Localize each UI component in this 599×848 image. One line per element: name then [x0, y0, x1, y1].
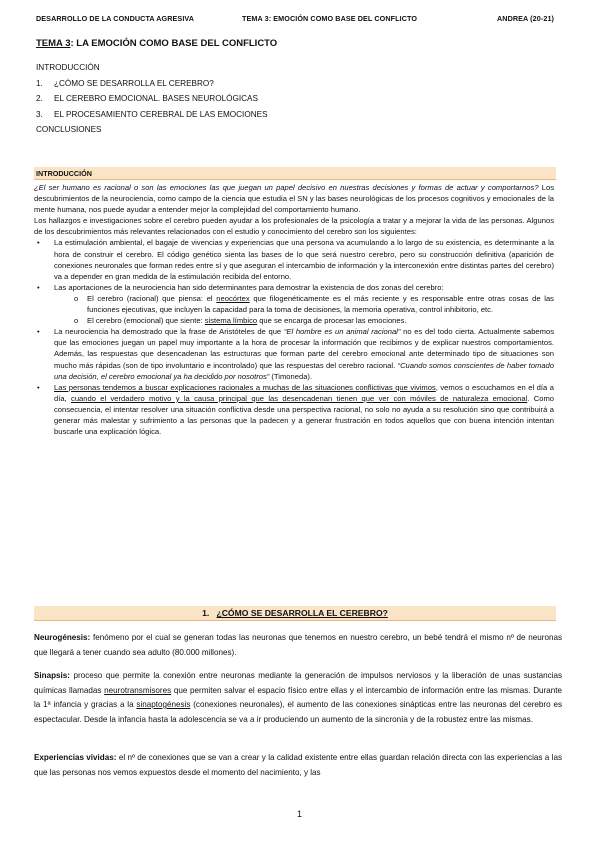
intro-heading: INTRODUCCIÓN [34, 167, 556, 180]
toc-item-number: 3. [36, 109, 43, 119]
toc-item-label: EL CEREBRO EMOCIONAL. BASES NEUROLÓGICAS [54, 94, 258, 104]
bullet-item [34, 282, 554, 293]
aristotle-quote: “El hombre es un animal racional” [283, 327, 401, 337]
synapse-paragraph [34, 669, 562, 727]
limbic-system-term: sistema límbico [204, 316, 258, 326]
neurogenesis-paragraph [34, 631, 562, 660]
experiences-term: Experiencias vividas: [34, 753, 117, 762]
intro-question: ¿El ser humano es racional o son las emociones las que juegan un papel decisivo en nuestras decisiones y formas de actuar y comportarnos? [34, 183, 539, 192]
page-number: 1 [296, 809, 302, 819]
sub-bullet-text: El cerebro (racional) que piensa: el [87, 293, 217, 303]
underlined-text: Las personas tendemos a buscar explicaciones racionales a muchas de las situaciones conflictivas que vivimos [54, 382, 436, 392]
sub-bullet-text: que se encarga de procesar las emociones. [257, 316, 407, 326]
bullet-icon: • [37, 327, 40, 337]
timoneda-quote: “Cuando somos conscientes de haber tomado una decisión, el cerebro emocional ya ha decidido por nosotros” [54, 360, 554, 381]
toc-item [36, 107, 268, 123]
neurogenesis-term: Neurogénesis: [34, 633, 91, 642]
experiences-paragraph [34, 751, 562, 780]
paragraph-text: proceso que permite la conexión entre neuronas mediante la generación de impulsos nerviosos y la liberación de unas sustancias químicas llamadas [34, 671, 562, 695]
toc-item [36, 76, 268, 92]
intro-p1-text: Los descubrimientos de la neurociencia, como campo de la ciencia que estudia el SN y las bases neurológicas de los procesos cognitivos y emocionales de la mente humana, nos puede ayudar a entender mejor la complejidad del comportamiento humano. [34, 183, 555, 215]
underlined-text: cuando el verdadero motivo y la causa principal que las desencadenan tienen que ver con móviles de naturaleza emocional [71, 393, 528, 403]
bullet-item [34, 237, 554, 281]
section-1-heading [34, 606, 556, 621]
toc-intro: INTRODUCCIÓN [36, 63, 100, 72]
bullet-icon: • [37, 238, 40, 248]
intro-body [34, 182, 554, 437]
bullet-text: , vemos o escuchamos en el día a día, [54, 382, 554, 403]
bullet-item [34, 326, 554, 381]
synapse-term: Sinapsis: [34, 671, 70, 680]
header-left: DESARROLLO DE LA CONDUCTA AGRESIVA [36, 14, 195, 23]
bullet-text: La neurociencia ha demostrado que la frase de Aristóteles de que [54, 327, 284, 337]
bullet-text: La estimulación ambiental, el bagaje de vivencias y experiencias que una persona va acumulando a lo largo de su existencia, es determinante a la hora de construir el cerebro. El código genético sienta las bases de lo que será nuestro cerebro, pero su construcción definitiva (aparición de conexiones neuronales que forman redes entre sí y que aseguran el intercambio de información y la interconexión entre distintas partes del cerebro) va a depender en gran medida de la estimulación recibida del entorno. [54, 238, 554, 281]
header-center: TEMA 3: EMOCIÓN COMO BASE DEL CONFLICTO [242, 14, 418, 23]
sub-bullet-item [34, 315, 554, 326]
toc-item-number: 2. [36, 94, 43, 104]
toc-conclusions: CONCLUSIONES [36, 125, 102, 135]
toc-item [36, 91, 268, 107]
bullet-item [34, 382, 554, 437]
bullet-text: no es del todo cierta. Actualmente sabemos que las emociones juegan un papel muy importante a la hora de procesar la información que recibimos y de explicar nuestros comportamientos. Además, las respuestas que desencadenan las estructuras que forman parte del cerebro emocional ante determinado tipo de situaciones son mucho más rápidas (son de tipo involuntario e incontrolado) que las respuestas del cerebro racional. [54, 327, 554, 370]
title-rest: : LA EMOCIÓN COMO BASE DEL CONFLICTO [70, 38, 278, 49]
section-number: 1. [202, 608, 210, 618]
neurotransmitters-term: neurotransmisores [104, 685, 172, 695]
section-title: ¿CÓMO SE DESARROLLA EL CEREBRO? [216, 608, 388, 618]
table-of-contents [36, 60, 268, 138]
intro-paragraph-2: Los hallazgos e investigaciones sobre el cerebro pueden ayudar a los profesionales de la psicología a tratar y a mejorar la vida de las personas. Algunos de los descubrimientos más relevantes relacionados con el estudio y conocimiento del cerebro son los siguientes: [34, 216, 554, 237]
circle-bullet-icon: o [74, 293, 79, 303]
bullet-text: (Timoneda). [269, 371, 313, 381]
neocortex-term: neocórtex [216, 293, 250, 303]
sub-bullet-text: El cerebro (emocional) que siente: [87, 316, 205, 326]
paragraph-text: fenómeno por el cual se generan todas las neuronas que tenemos en nuestro cerebro, un bebé tendrá el mismo nº de neuronas que llegará a tener cuando sea adulto (80.000 millones). [34, 633, 562, 657]
toc-item-number: 1. [36, 78, 43, 88]
intro-paragraph-1 [34, 182, 554, 215]
bullet-icon: • [37, 382, 40, 392]
page-title [36, 38, 277, 49]
synaptogenesis-term: sinaptogénesis [136, 700, 191, 709]
title-prefix: TEMA 3 [36, 38, 71, 49]
toc-item-label: EL PROCESAMIENTO CEREBRAL DE LAS EMOCIONES [54, 109, 268, 119]
bullet-text: Las aportaciones de la neurociencia han sido determinantes para demostrar la existencia de dos zonas del cerebro: [54, 282, 444, 292]
bullet-text: . Como consecuencia, el intentar resolver una situación conflictiva desde una perspectiva racional, no solo no ayuda a su resolución sino que contribuirá a generar más malestar y sufrimiento a las personas que la padecen y a generar frustración en todos aquellos que con buena intención intentan buscarle una explicación lógica. [54, 393, 554, 437]
paragraph-text: que permiten salvar el espacio físico entre ellas y el intercambio de información entre las mismas. Durante la 1ª infancia y gracias a la [34, 685, 563, 709]
sub-bullet-item [34, 293, 554, 315]
sub-bullet-text: que filogenéticamente es el más reciente y es responsable entre otras cosas de las funciones ejecutivas, que incluyen la capacidad para la toma de decisiones, la memoria operativa, control inhibitorio, etc. [87, 293, 554, 315]
paragraph-text: (conexiones neuronales), el aumento de las conexiones sinápticas entre las neuronas del cerebro es espectacular. Desde la infancia hasta la adolescencia se va a ir produciendo un aumento de la sincronía y de la robustez entre las mismas. [34, 700, 562, 724]
header-right: ANDREA (20-21) [497, 14, 555, 23]
circle-bullet-icon: o [74, 316, 79, 326]
paragraph-text: el nº de conexiones que se van a crear y la calidad existente entre ellas guardan relación directa con las experiencias a las que las personas nos vemos expuestos desde el momento del nacimiento, y las [34, 753, 562, 777]
toc-item-label: ¿CÓMO SE DESARROLLA EL CEREBRO? [54, 78, 214, 88]
bullet-icon: • [37, 282, 40, 292]
